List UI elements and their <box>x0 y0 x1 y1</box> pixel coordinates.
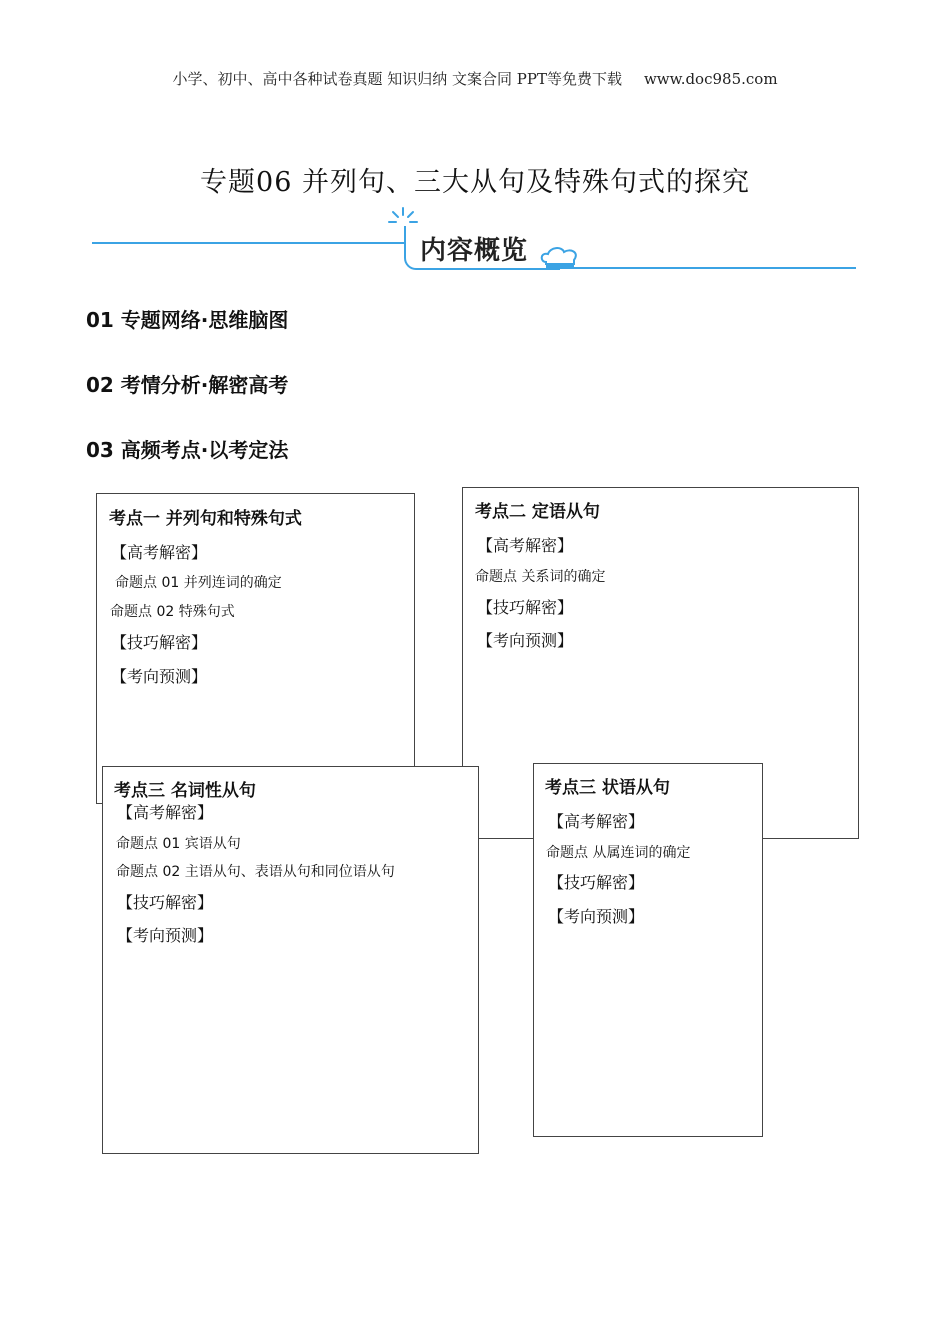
forecast-label: 【考向预测】 <box>111 667 208 686</box>
topic-box-3-title: 考点三 名词性从句 <box>114 781 256 801</box>
gaokao-decode-label: 【高考解密】 <box>548 812 645 831</box>
chef-hat-icon <box>538 246 582 270</box>
topic-box-4 <box>533 763 763 1137</box>
point-1: 命题点 关系词的确定 <box>475 569 606 585</box>
topic-box-4-title: 考点三 状语从句 <box>545 778 670 798</box>
sparkle-icon <box>385 206 421 236</box>
forecast-label: 【考向预测】 <box>117 926 214 945</box>
gaokao-decode-label: 【高考解密】 <box>117 803 214 822</box>
skill-decode-label: 【技巧解密】 <box>111 633 208 652</box>
topic-box-3 <box>102 766 479 1154</box>
topic-box-1 <box>96 493 415 804</box>
point-2: 命题点 02 特殊句式 <box>110 604 235 620</box>
skill-decode-label: 【技巧解密】 <box>477 598 574 617</box>
point-2: 命题点 02 主语从句、表语从句和同位语从句 <box>116 864 395 880</box>
skill-decode-label: 【技巧解密】 <box>117 893 214 912</box>
toc-item-1[interactable]: 01 专题网络·思维脑图 <box>86 308 289 332</box>
toc-item-3[interactable]: 03 高频考点·以考定法 <box>86 438 289 462</box>
point-1: 命题点 01 宾语从句 <box>116 836 241 852</box>
point-1: 命题点 01 并列连词的确定 <box>115 575 282 591</box>
toc-item-2[interactable]: 02 考情分析·解密高考 <box>86 373 289 397</box>
banner-rule-right <box>560 267 856 269</box>
gaokao-decode-label: 【高考解密】 <box>111 543 208 562</box>
site-header <box>0 68 950 89</box>
topic-box-1-title: 考点一 并列句和特殊句式 <box>109 509 302 529</box>
page-title: 专题06 并列句、三大从句及特殊句式的探究 <box>200 167 750 198</box>
skill-decode-label: 【技巧解密】 <box>548 873 645 892</box>
gaokao-decode-label: 【高考解密】 <box>477 536 574 555</box>
point-1: 命题点 从属连词的确定 <box>546 845 691 861</box>
banner-rule-left <box>92 242 404 244</box>
site-url-link[interactable]: www.doc985.com <box>643 70 778 88</box>
topic-box-2-title: 考点二 定语从句 <box>475 502 600 522</box>
forecast-label: 【考向预测】 <box>477 631 574 650</box>
banner-title: 内容概览 <box>420 236 529 266</box>
forecast-label: 【考向预测】 <box>548 907 645 926</box>
site-header-text: 小学、初中、高中各种试卷真题 知识归纳 文案合同 PPT等免费下载 <box>172 70 622 88</box>
